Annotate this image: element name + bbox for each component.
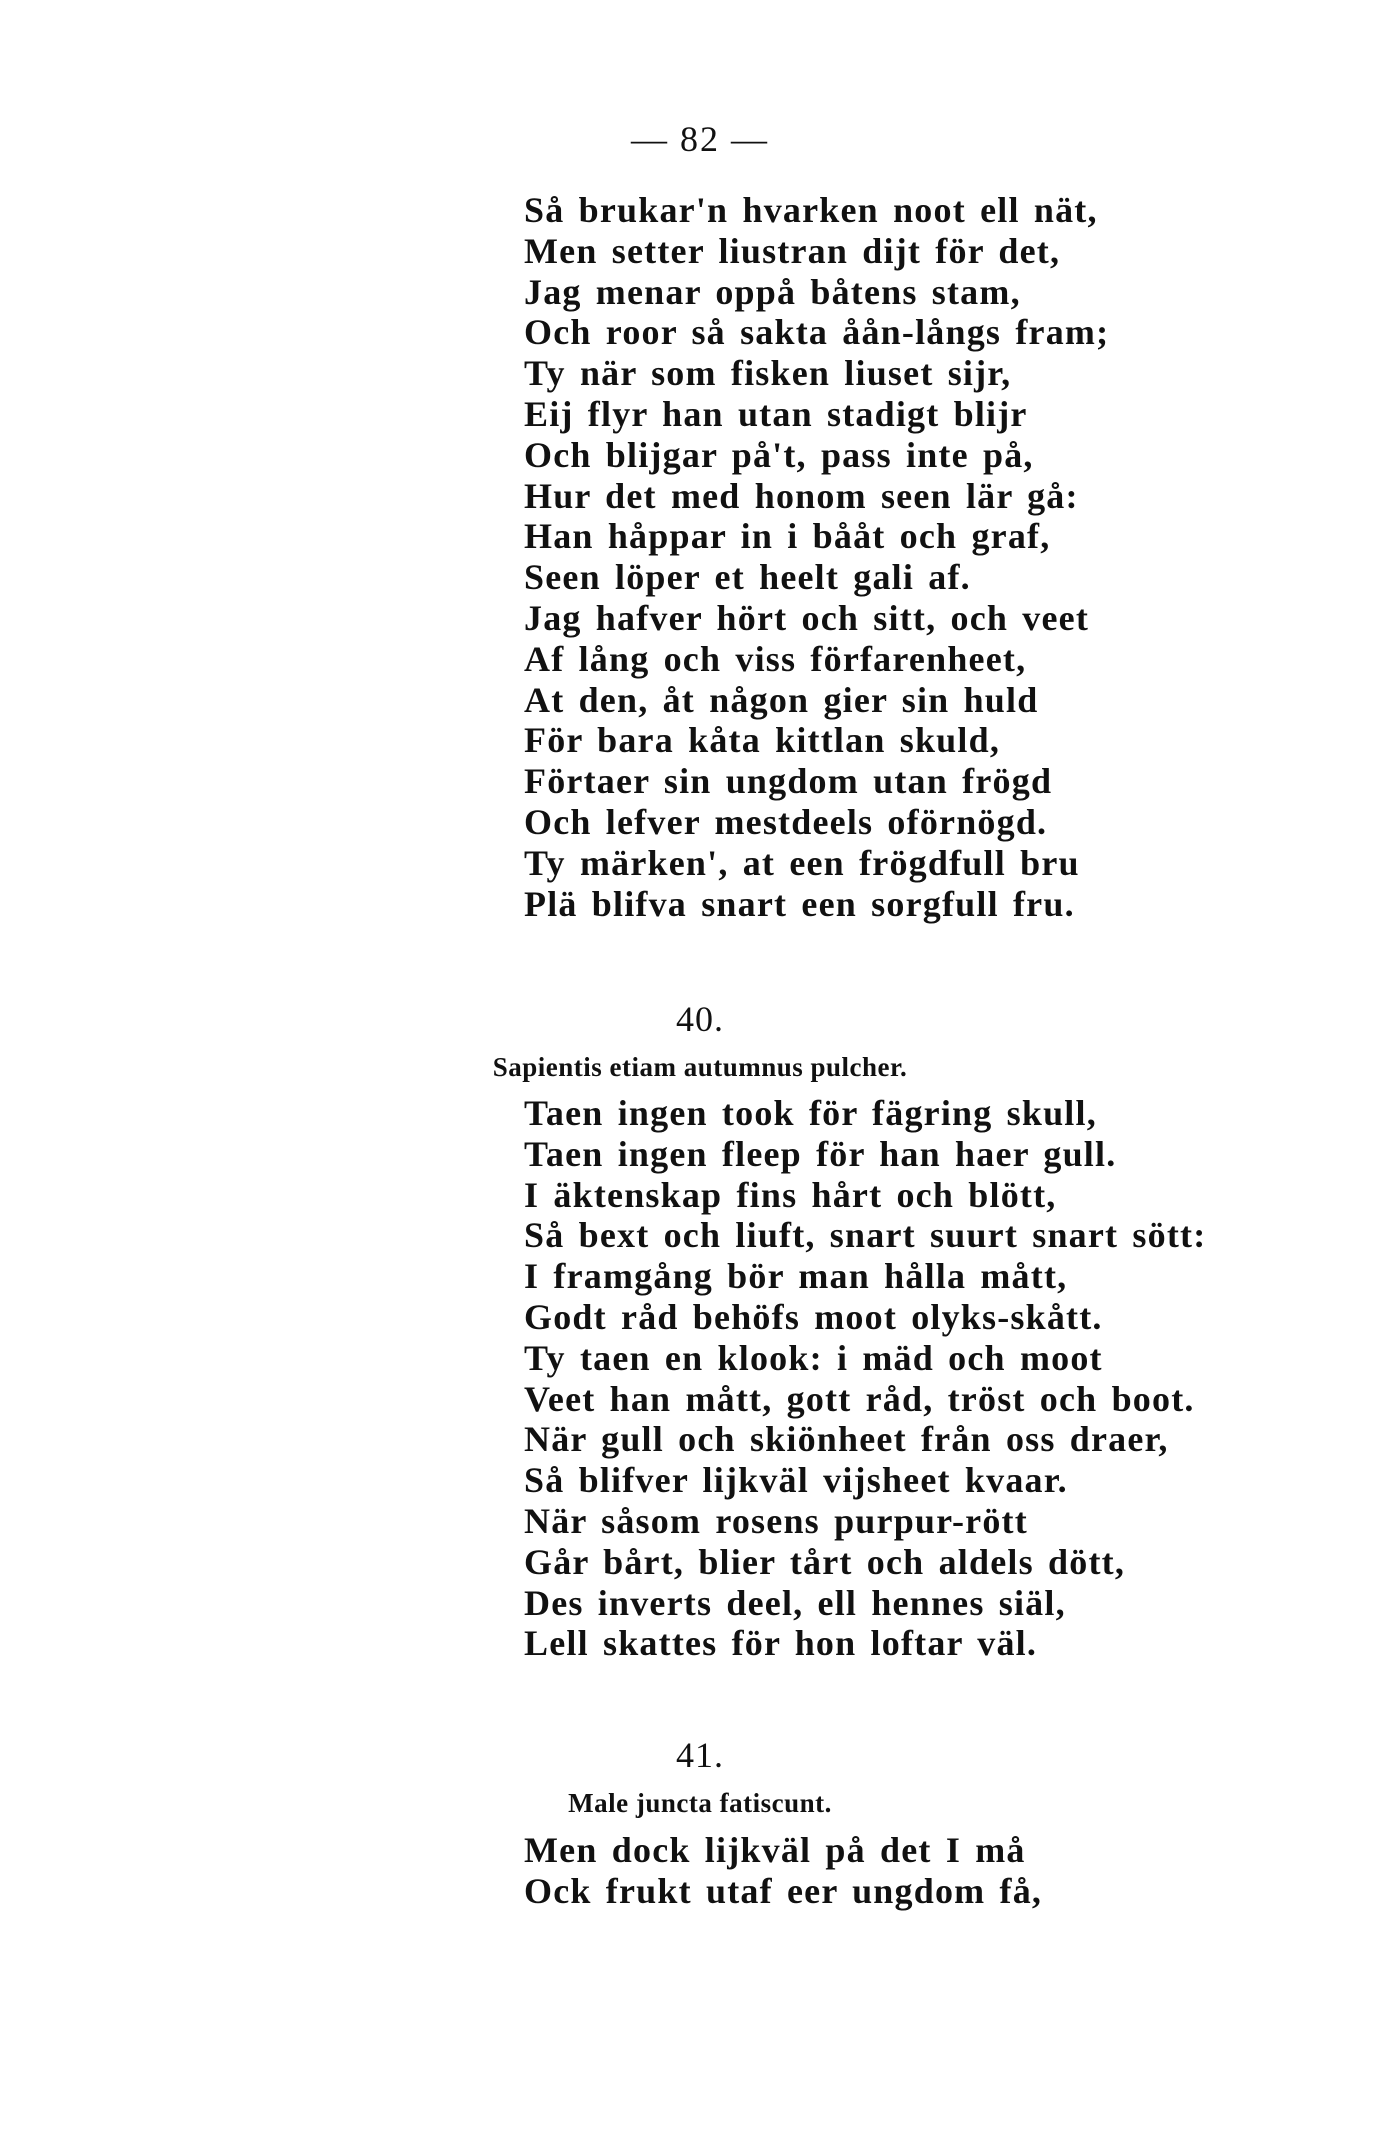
- verse-line: Des inverts deel, ell hennes siäl,: [524, 1582, 1066, 1623]
- page-number: — 82 —: [631, 119, 769, 159]
- verse-line: Taen ingen fleep för han haer gull.: [524, 1133, 1117, 1174]
- verse-line: Lell skattes för hon loftar väl.: [524, 1623, 1038, 1664]
- verse-line: Han håppar in i bååt och graf,: [524, 516, 1051, 557]
- verse-line: Ty när som fisken liuset sijr,: [524, 353, 1012, 394]
- verse-line: Jag menar oppå båtens stam,: [524, 271, 1021, 312]
- verse-line: Taen ingen took för fägring skull,: [524, 1093, 1097, 1133]
- verse-line: Och lefver mestdeels oförnögd.: [524, 801, 1048, 842]
- verse-line: Hur det med honom seen lär gå:: [524, 475, 1079, 516]
- verse-line: När gull och skiönheet från oss draer,: [524, 1419, 1169, 1460]
- poem-41-stanza: [524, 1830, 1284, 1912]
- verse-line: Ock frukt utaf eer ungdom få,: [524, 1870, 1043, 1911]
- verse-line: Af lång och viss förfarenheet,: [524, 638, 1027, 679]
- verse-line: Veet han mått, gott råd, tröst och boot.: [524, 1378, 1195, 1419]
- verse-line: För bara kåta kittlan skuld,: [524, 720, 1001, 761]
- verse-line: Plä blifva snart een sorgfull fru.: [524, 883, 1075, 924]
- verse-line: Godt råd behöfs moot olyks-skått.: [524, 1296, 1103, 1337]
- poem-40-stanza: [524, 1093, 1284, 1664]
- verse-line: At den, åt någon gier sin huld: [524, 679, 1039, 720]
- verse-line: Så blifver lijkväl vijsheet kvaar.: [524, 1460, 1068, 1501]
- verse-line: Och roor så sakta åån-långs fram;: [524, 312, 1110, 353]
- verse-line: Så brukar'n hvarken noot ell nät,: [524, 190, 1098, 230]
- poem-41-number: 41.: [676, 1735, 724, 1775]
- verse-line: Går bårt, blier tårt och aldels dött,: [524, 1541, 1126, 1582]
- verse-line: Så bext och liuft, snart suurt snart sött:: [524, 1215, 1207, 1256]
- verse-line: Jag hafver hört och sitt, och veet: [524, 597, 1090, 638]
- verse-line: Men dock lijkväl på det I må: [524, 1830, 1026, 1870]
- verse-line: Och blijgar på't, pass inte på,: [524, 434, 1034, 475]
- verse-line: Seen löper et heelt gali af.: [524, 557, 971, 598]
- verse-line: Ty taen en klook: i mäd och moot: [524, 1337, 1103, 1378]
- verse-line: Ty märken', at een frögdfull bru: [524, 842, 1080, 883]
- verse-line: Förtaer sin ungdom utan frögd: [524, 761, 1053, 802]
- poem-40-number: 40.: [676, 999, 724, 1039]
- verse-line: När såsom rosens purpur-rött: [524, 1500, 1028, 1541]
- poem-40-motto: Sapientis etiam autumnus pulcher.: [492, 1052, 908, 1082]
- verse-line: Eij flyr han utan stadigt blijr: [524, 393, 1028, 434]
- verse-line: I äktenskap fins hårt och blött,: [524, 1174, 1057, 1215]
- verse-line: Men setter liustran dijt för det,: [524, 230, 1061, 271]
- poem-41-motto: Male juncta fatiscunt.: [568, 1788, 832, 1818]
- verse-line: I framgång bör man hålla mått,: [524, 1256, 1068, 1297]
- continuation-stanza: [524, 190, 1284, 924]
